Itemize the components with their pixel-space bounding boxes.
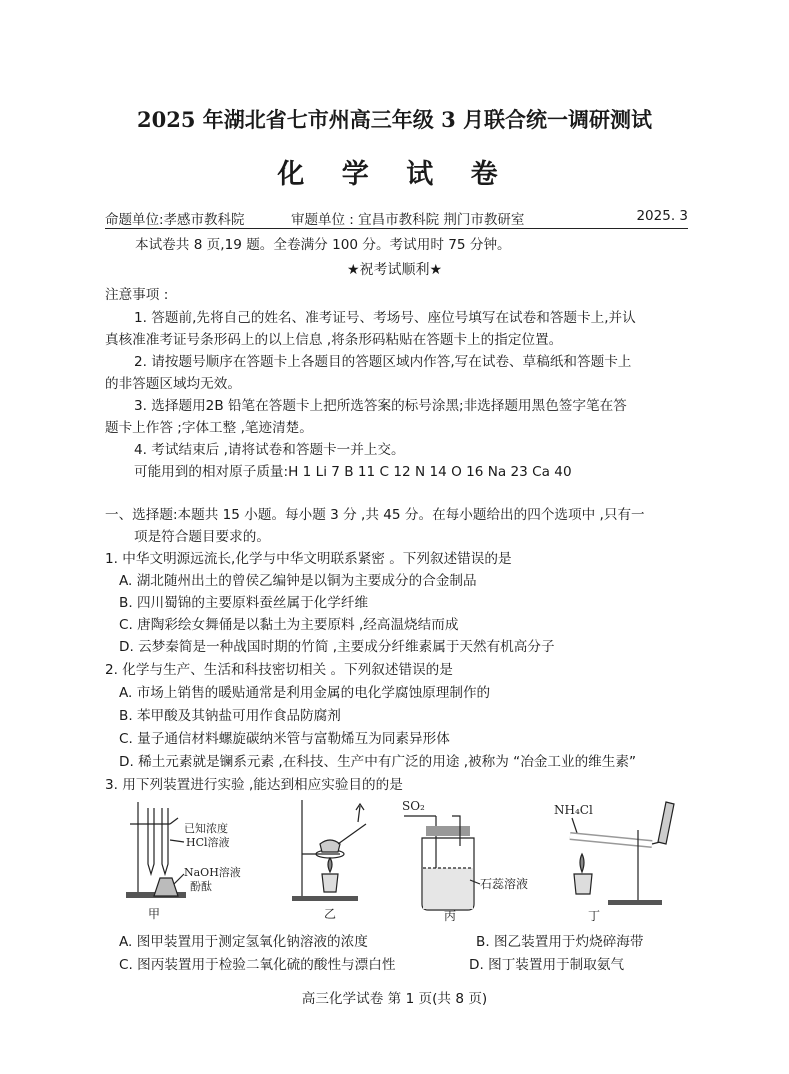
setter-unit: 命题单位:孝感市教科院 — [105, 212, 245, 228]
question-2-option-d: D. 稀土元素就是镧系元素 ,在科技、生产中有广泛的用途 ,被称为 “冶金工业的维生素” — [119, 754, 636, 770]
exam-date: 2025. 3 — [636, 208, 688, 224]
bing-gas-label: SO₂ — [402, 799, 425, 813]
question-2-option-b: B. 苯甲酸及其钠盐可用作食品防腐剂 — [119, 708, 341, 724]
note-4: 4. 考试结束后 ,请将试卷和答题卡一并上交。 — [134, 442, 405, 458]
question-3-stem: 3. 用下列装置进行实验 ,能达到相应实验目的的是 — [105, 777, 403, 793]
note-1-line-1: 1. 答题前,先将自己的姓名、准考证号、考场号、座位号填写在试卷和答题卡上,并认 — [134, 310, 636, 326]
note-3-line-1: 3. 选择题用2B 铅笔在答题卡上把所选答案的标号涂黑;非选择题用黑色签字笔在答 — [134, 398, 627, 414]
figure-ding-test-tube — [548, 796, 678, 922]
question-2-stem: 2. 化学与生产、生活和科技密切相关 。下列叙述错误的是 — [105, 662, 453, 678]
reviewer-unit: 审题单位 : 宜昌市教科院 荆门市教研室 — [291, 212, 525, 228]
jia-label-1: 已知浓度 — [184, 822, 228, 835]
question-1-option-d: D. 云梦秦简是一种战国时期的竹简 ,主要成分纤维素属于天然有机高分子 — [119, 639, 555, 655]
section-1-heading-line-2: 项是符合题目要求的。 — [134, 529, 270, 545]
ding-caption: 丁 — [588, 909, 601, 922]
jia-label-3: NaOH溶液 — [184, 866, 241, 879]
exam-meta-line — [105, 208, 688, 229]
jia-caption: 甲 — [148, 907, 161, 921]
yi-caption: 乙 — [324, 907, 337, 921]
question-2-option-a: A. 市场上销售的暖贴通常是利用金属的电化学腐蚀原理制作的 — [119, 685, 491, 701]
bing-caption: 丙 — [444, 909, 457, 922]
question-1-option-b: B. 四川蜀锦的主要原料蚕丝属于化学纤维 — [119, 595, 369, 611]
question-1-option-a: A. 湖北随州出土的曾侯乙编钟是以铜为主要成分的合金制品 — [119, 573, 477, 589]
exam-subject: 化 学 试 卷 — [277, 159, 512, 190]
question-1-stem: 1. 中华文明源远流长,化学与中华文明联系紧密 。下列叙述错误的是 — [105, 551, 512, 567]
question-2-option-c: C. 量子通信材料螺旋碳纳米管与富勒烯互为同素异形体 — [119, 731, 450, 747]
figure-yi-crucible — [288, 796, 378, 922]
page-footer: 高三化学试卷 第 1 页(共 8 页) — [301, 991, 488, 1007]
section-1-heading-line-1: 一、选择题:本题共 15 小题。每小题 3 分 ,共 45 分。在每小题给出的四个选项中 ,只有一 — [105, 507, 645, 523]
bing-solution-label: 石蕊溶液 — [480, 877, 529, 891]
apparatus-figures — [118, 796, 678, 922]
jia-label-4: 酚酞 — [190, 880, 212, 893]
exam-title: 2025 年湖北省七市州高三年级 3 月联合统一调研测试 — [137, 107, 652, 132]
question-1-option-c: C. 唐陶彩绘女舞俑是以黏土为主要原料 ,经高温烧结而成 — [119, 617, 459, 633]
jia-label-2: HCl溶液 — [186, 836, 230, 849]
blessing: ★祝考试顺利★ — [346, 262, 443, 278]
atomic-masses: 可能用到的相对原子质量:H 1 Li 7 B 11 C 12 N 14 O 16 Na 23 Ca 40 — [134, 464, 572, 480]
exam-summary: 本试卷共 8 页,19 题。全卷满分 100 分。考试用时 75 分钟。 — [135, 237, 511, 253]
notes-heading: 注意事项 : — [105, 287, 169, 303]
note-2-line-1: 2. 请按题号顺序在答题卡上各题目的答题区域内作答,写在试卷、草稿纸和答题卡上 — [134, 354, 632, 370]
question-3-option-c: C. 图丙装置用于检验二氧化硫的酸性与漂白性 — [119, 957, 396, 973]
question-3-option-a: A. 图甲装置用于测定氢氧化钠溶液的浓度 — [119, 934, 368, 950]
ding-reagent-label: NH₄Cl — [554, 803, 593, 817]
note-2-line-2: 的非答题区域均无效。 — [105, 376, 241, 392]
figure-bing-wash-bottle — [400, 796, 550, 922]
note-3-line-2: 题卡上作答 ;字体工整 ,笔迹清楚。 — [105, 420, 313, 436]
note-1-line-2: 真核准准考证号条形码上的以上信息 ,将条形码粘贴在答题卡上的指定位置。 — [105, 332, 563, 348]
figure-jia-titration — [118, 796, 268, 922]
question-3-option-b: B. 图乙装置用于灼烧碎海带 — [476, 934, 644, 950]
question-3-option-d: D. 图丁装置用于制取氨气 — [469, 957, 625, 973]
